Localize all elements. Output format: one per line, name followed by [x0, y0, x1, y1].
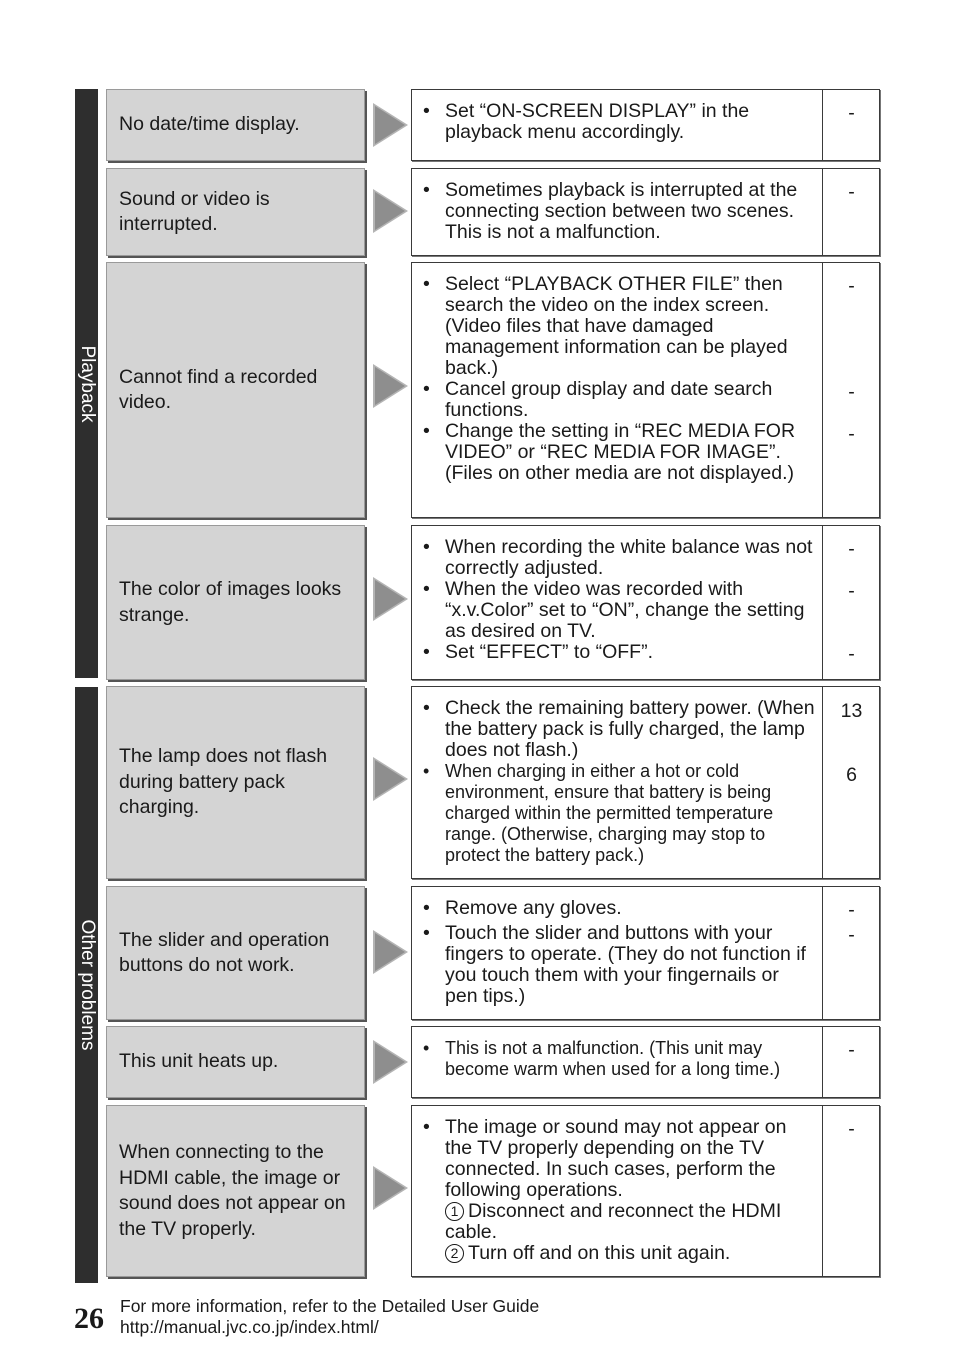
- solution-cell: [411, 1105, 880, 1277]
- footer-link-url[interactable]: http://manual.jvc.co.jp/index.html/: [120, 1317, 379, 1337]
- problem-cell: [106, 525, 365, 680]
- step-number: 1: [445, 1202, 464, 1221]
- page-reference: 13: [840, 700, 863, 722]
- page-reference: -: [848, 899, 855, 921]
- problem-text: The lamp does not flash during battery pack charging.: [119, 745, 328, 819]
- solution-text: [412, 169, 823, 255]
- solution-cell: [411, 886, 880, 1020]
- arrow-right-icon: [373, 189, 408, 233]
- page-reference: -: [848, 381, 855, 403]
- solution-item: • Cancel group display and date search functions.: [445, 379, 816, 421]
- page-reference: -: [848, 1118, 855, 1140]
- problem-cell: [106, 168, 365, 256]
- solution-item: • When charging in either a hot or cold environment, ensure that battery is being charged within the permitted temperature range. (Otherwise, charging may stop to protect the battery pack.): [445, 761, 816, 866]
- solution-item: • Change the setting in “REC MEDIA FOR VIDEO” or “REC MEDIA FOR IMAGE”. (Files on other media are not displayed.): [445, 421, 816, 484]
- page-reference: -: [848, 423, 855, 445]
- solution-cell: [411, 168, 880, 256]
- page-reference: -: [848, 181, 855, 203]
- problem-text: This unit heats up.: [119, 1050, 279, 1073]
- step-item: [445, 1201, 816, 1243]
- step-item: [445, 1243, 816, 1264]
- arrow-right-icon: [373, 1166, 408, 1210]
- page-reference: -: [848, 643, 855, 665]
- solution-item: • Remove any gloves.: [445, 898, 816, 919]
- arrow-right-icon: [373, 757, 408, 801]
- reference-cell: [824, 263, 879, 517]
- solution-text: [412, 90, 823, 160]
- reference-cell: [824, 526, 879, 679]
- section-label-other-problems: Other problems: [76, 919, 98, 1051]
- footer-note: [120, 1296, 539, 1338]
- problem-cell: [106, 89, 365, 161]
- problem-cell: [106, 686, 365, 879]
- solution-item: • Check the remaining battery power. (When the battery pack is fully charged, the lamp does not flash.): [445, 698, 816, 761]
- solution-cell: [411, 686, 880, 879]
- step-number: 2: [445, 1244, 464, 1263]
- solution-text: [412, 263, 823, 517]
- section-label-playback: Playback: [76, 344, 98, 423]
- solution-text: [412, 1106, 823, 1276]
- step-text: Turn off and on this unit again.: [468, 1242, 731, 1264]
- reference-cell: [824, 887, 879, 1019]
- solution-text: [412, 687, 823, 878]
- page-number: 26: [74, 1302, 104, 1335]
- section-bar-other-problems: [75, 687, 98, 1283]
- problem-text: Sound or video is interrupted.: [119, 187, 270, 235]
- solution-item: • Set “EFFECT” to “OFF”.: [445, 642, 816, 663]
- solution-item: • Sometimes playback is interrupted at the connecting section between two scenes. This is not a malfunction.: [445, 180, 816, 243]
- problem-cell: [106, 262, 365, 518]
- arrow-right-icon: [373, 577, 408, 621]
- footer-line-guide: For more information, refer to the Detailed User Guide: [120, 1296, 540, 1316]
- problem-cell: [106, 886, 365, 1020]
- solution-item: • Select “PLAYBACK OTHER FILE” then search the video on the index screen. (Video files that have damaged management information can be played back.): [445, 274, 816, 379]
- problem-text: No date/time display.: [119, 113, 300, 136]
- solution-item: • When the video was recorded with “x.v.Color” set to “ON”, change the setting as desired on TV.: [445, 579, 816, 642]
- problem-text: Cannot find a recorded video.: [119, 365, 318, 413]
- solution-text: [412, 526, 823, 679]
- arrow-right-icon: [373, 930, 408, 974]
- solution-cell: [411, 262, 880, 518]
- page-reference: -: [848, 102, 855, 124]
- problem-text: When connecting to the HDMI cable, the image or sound does not appear on the TV properly.: [119, 1141, 346, 1240]
- page-reference: -: [848, 275, 855, 297]
- solution-cell: [411, 1026, 880, 1098]
- solution-cell: [411, 89, 880, 161]
- problem-text: The slider and operation buttons do not work.: [119, 928, 330, 976]
- page-reference: 6: [846, 764, 857, 786]
- step-text: Disconnect and reconnect the HDMI cable.: [445, 1200, 782, 1243]
- solution-cell: [411, 525, 880, 680]
- arrow-right-icon: [373, 1040, 408, 1084]
- problem-cell: [106, 1105, 365, 1277]
- problem-text: The color of images looks strange.: [119, 578, 342, 626]
- reference-cell: [824, 1106, 879, 1276]
- solution-text: [412, 887, 823, 1019]
- solution-item: • When recording the white balance was not correctly adjusted.: [445, 537, 816, 579]
- section-bar-playback: [75, 89, 98, 678]
- reference-cell: [824, 90, 879, 160]
- problem-cell: [106, 1026, 365, 1098]
- solution-item: • Touch the slider and buttons with your fingers to operate. (They do not function if you touch them with your fingernails or pen tips.): [445, 923, 816, 1007]
- reference-cell: [824, 169, 879, 255]
- page-reference: -: [848, 1039, 855, 1061]
- page-reference: -: [848, 538, 855, 560]
- reference-cell: [824, 687, 879, 878]
- solution-item: • This is not a malfunction. (This unit may become warm when used for a long time.): [445, 1038, 816, 1080]
- reference-cell: [824, 1027, 879, 1097]
- page-reference: -: [848, 924, 855, 946]
- solution-text: [412, 1027, 823, 1097]
- arrow-right-icon: [373, 103, 408, 147]
- solution-item: • The image or sound may not appear on the TV properly depending on the TV connected. In such cases, perform the following operations.: [445, 1117, 816, 1201]
- solution-item: • Set “ON-SCREEN DISPLAY” in the playback menu accordingly.: [445, 101, 816, 143]
- arrow-right-icon: [373, 364, 408, 408]
- page-reference: -: [848, 580, 855, 602]
